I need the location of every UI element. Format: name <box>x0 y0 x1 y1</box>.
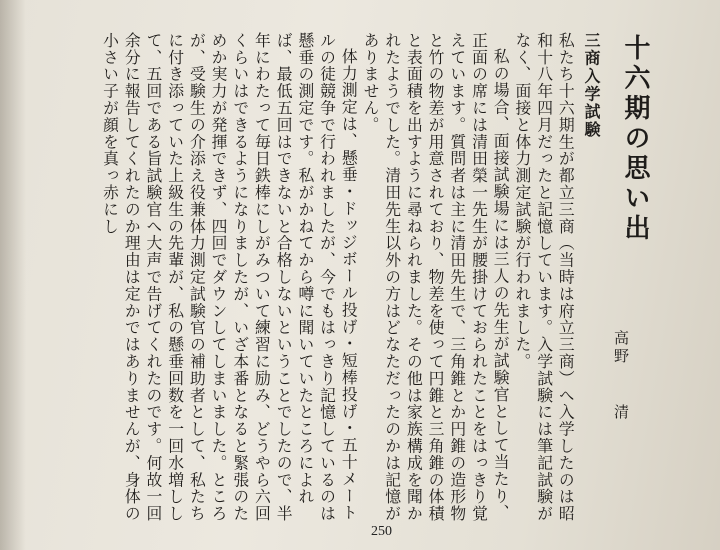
page-number: 250 <box>371 524 392 539</box>
body-paragraph: 体力測定は、懸垂・ドッジボール投げ・短棒投げ・五十メートルの徒競争で行われましたが、今でもはっきり記憶しているのは懸垂の測定です。私がかねてから噂に聞いていたところによれば、最低五回はできないと合格しないということでしたので、半年にわたって毎日鉄棒にしがみついて練習に励み、どうやら六回くらいはできるようになりましたが、いざ本番となると緊張のためか実力が発揮できず、四回でダウンしてしまいました。ところが、受験生の介添え役兼体力測定試験官の補助者として、私たちに付き添っていた上級生の先輩が、私の懸垂回数を一回水増しして、五回である旨試験官へ大声で告げてくれたのです。何故一回余分に報告してくれたのか理由は定かではありませんが、身体の小さい子が顔を真っ赤にし <box>100 32 359 523</box>
article-body <box>99 32 602 532</box>
author-surname: 高野 <box>612 330 630 366</box>
author-name <box>611 330 632 422</box>
page-title: 十六期の思い出 <box>620 34 650 244</box>
body-paragraph: 私の場合、面接試験場には三人の先生が試験官として当たり、正面の席には清田榮一先生が腰掛けておられたことをはっきり覚えています。質問者は主に清田先生で、三角錐とか円錐の造形物と竹の物差が用意されており、物差を使って円錐と三角錐の体積と表面積を出すように尋ねられました。その他は家族構成を聞かれたようでした。清田先生以外の方はどなただったのかは記憶がありません。 <box>360 32 511 523</box>
body-paragraph: 私たち十六期生が都立三商（当時は府立三商）へ入学したのは昭和十八年四月だったと記憶しています。入学試験には筆記試験がなく、面接と体力測定試験が行われました。 <box>512 32 576 523</box>
author-given-name: 清 <box>612 404 630 422</box>
section-heading: 三商入学試験 <box>582 32 601 139</box>
